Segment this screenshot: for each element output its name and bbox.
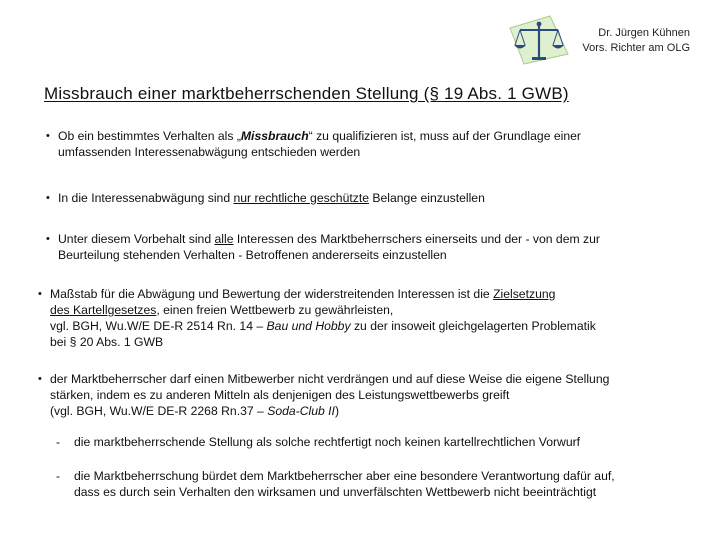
sub-bullet-1: - die marktbeherrschende Stellung als solche rechtfertigt noch keinen kartellrechtlichen Vorwurf [56,435,581,449]
bullet-marker: • [38,373,42,385]
scales-of-justice-icon [506,14,572,66]
page-title: Missbrauch einer marktbeherrschenden Stellung (§ 19 Abs. 1 GWB) [44,84,569,103]
dash-marker: - [56,469,61,483]
author-role: Vors. Richter am OLG [582,42,690,54]
bullet-4: • Maßstab für die Abwägung und Bewertung der widerstreitenden Interessen ist die Zielsetzung des Kartellgesetzes, einen freien Wettbewerb zu gewährleisten, vgl. BGH, Wu.W/E DE-R 2514 Rn. 14 – Bau und Hobby zu der insoweit gleichgelagerten Problematik bei § 20 Abs. 1 GWB [38,287,596,349]
sub-bullet-2: - die Marktbeherrschung bürdet dem Marktbeherrscher aber eine besondere Verantwortung dafür auf, dass es durch sein Verhalten den wirksamen und unverfälschten Wettbewerb nicht beeinträchtigt [56,469,615,499]
dash-marker: - [56,435,61,449]
bullet-1: • Ob ein bestimmtes Verhalten als „Missbrauch“ zu qualifizieren ist, muss auf der Grundlage einer umfassenden Interessenabwägung entschieden werden [46,129,581,159]
bullet-marker: • [46,233,50,245]
author-name: Dr. Jürgen Kühnen [598,27,690,39]
author-block [582,26,690,56]
bullet-marker: • [38,288,42,300]
bullet-marker: • [46,130,50,142]
bullet-2: • In die Interessenabwägung sind nur rechtliche geschützte Belange einzustellen [46,191,485,205]
bullet-marker: • [46,192,50,204]
bullet-3: • Unter diesem Vorbehalt sind alle Interessen des Marktbeherrschers einerseits und der - von dem zur Beurteilung stehenden Verhalten - Betroffenen andererseits einzustellen [46,232,600,262]
bullet-5: • der Marktbeherrscher darf einen Mitbewerber nicht verdrängen und auf diese Weise die eigene Stellung stärken, indem es zu anderen Mitteln als denjenigen des Leistungswettbewerbs greift (vgl. BGH, Wu.W/E DE-R 2268 Rn.37 – Soda-Club II) [38,372,610,418]
